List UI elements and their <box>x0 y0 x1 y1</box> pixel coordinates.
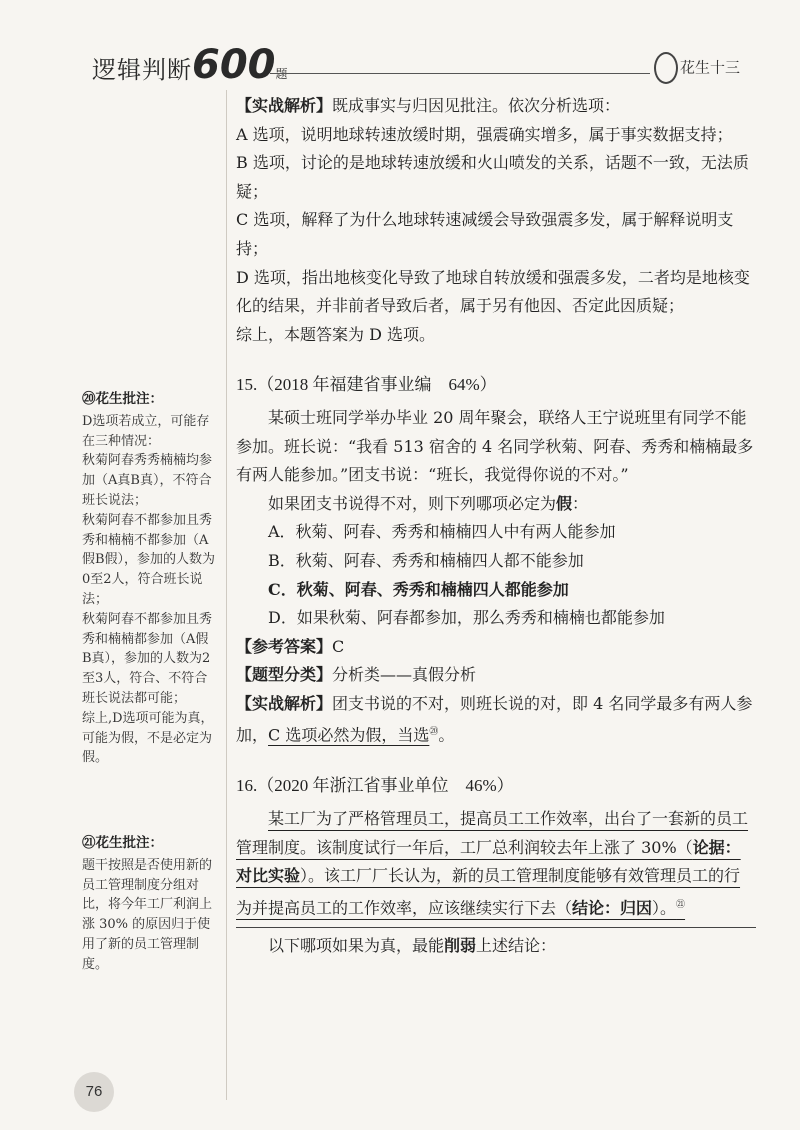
footnote-ref-20: ⑳ <box>429 727 439 738</box>
q15-option-b: B．秋菊、阿春、秀秀和楠楠四人都不能参加 <box>268 550 584 570</box>
q15-option-c: C．秋菊、阿春、秀秀和楠楠四人都能参加 <box>268 579 569 599</box>
sidenote-line: D选项若成立，可能存在三种情况： <box>82 413 210 449</box>
q15-analysis: 【实战解析】团支书说的不对，则班长说的对，即 4 名同学最多有两人参加，C 选项必然为假，当选⑳。 <box>236 693 753 745</box>
q15-stem: 某硕士班同学举办毕业 20 周年聚会，联络人王宁说班里有同学不能参加。班长说：“我看 513 宿舍的 4 名同学秋菊、阿春、秀秀和楠楠最多有两人能参加。”团支书说：“班长，我觉得你说的不对。” <box>236 407 754 485</box>
prev-analysis-line: C 选项，解释了为什么地球转速减缓会导致强震多发，属于解释说明支持； <box>236 210 734 258</box>
book-title: 逻辑判断600题 <box>92 42 289 88</box>
q16-passage <box>236 805 756 928</box>
main-column <box>236 92 756 960</box>
header-rule <box>270 73 650 74</box>
prev-analysis-line: A 选项，说明地球转速放缓时期，强震确实增多，属于事实数据支持； <box>236 124 733 144</box>
q15-option-d: D．如果秋菊、阿春都参加，那么秀秀和楠楠也都能参加 <box>268 608 665 628</box>
sidebar-divider <box>226 90 227 1100</box>
sidenote-line: 秋菊阿春秀秀楠楠均参加（A真B真），不符合班长说法； <box>82 453 213 508</box>
page-header <box>0 0 800 100</box>
prev-analysis-intro: 【实战解析】既成事实与归因见批注。依次分析选项： <box>236 96 621 115</box>
q15-type: 【题型分类】分析类——真假分析 <box>236 665 477 685</box>
page-number: 76 <box>74 1072 114 1112</box>
sidenote-21 <box>82 834 216 975</box>
q16-ask: 以下哪项如果为真，最能削弱上述结论： <box>268 935 557 955</box>
peanut-logo-icon <box>654 52 678 84</box>
prev-analysis-line: B 选项，讨论的是地球转速放缓和火山喷发的关系，话题不一致，无法质疑； <box>236 153 749 201</box>
footnote-ref-21: ㉑ <box>676 899 686 910</box>
sidenote-text: 题干按照是否使用新的员工管理制度分组对比，将今年工厂利润上涨 30% 的原因归于使用了新的员工管理制度。 <box>82 857 213 972</box>
series-logo: 花生十三 <box>654 52 740 84</box>
q15-answer: 【参考答案】C <box>236 636 345 656</box>
prev-analysis-line: D 选项，指出地核变化导致了地球自转放缓和强震多发，二者均是地核变化的结果，并非前者导致后者，属于另有他因、否定此因质疑； <box>236 267 750 316</box>
q16-stem: 某工厂为了严格管理员工，提高员工工作效率，出台了一套新的员工管理制度。该制度试行一年后，工厂总利润较去年上涨了 30%（论据：对比实验）。该工厂厂长认为，新的员工管理制度能够有效管理员工的行为并提高员工的工作效率，应该继续实行下去（结论：归因）。$^㉑$ <box>236 808 749 918</box>
sidenote-line: 秋菊阿春不都参加且秀秀和楠楠都参加（A假B真），参加的人数为2至3人，符合、不符合班长说法都可能； <box>82 611 213 706</box>
q15-title: 15.（2018 年福建省事业编 64%） <box>236 375 497 395</box>
q15-ask: 如果团支书说得不对，则下列哪项必定为假： <box>268 493 589 513</box>
prev-analysis-conclusion: 综上，本题答案为 D 选项。 <box>236 324 436 344</box>
sidenote-line: 综上,D选项可能为真，可能为假，不是必定为假。 <box>82 710 214 766</box>
q16-title: 16.（2020 年浙江省事业单位 46%） <box>236 776 514 796</box>
sidenote-20 <box>82 390 216 768</box>
sidenote-line: 秋菊阿春不都参加且秀秀和楠楠不都参加（A假B假），参加的人数为0至2人，符合班长说法； <box>82 512 216 607</box>
sidenote-title: ㉑花生批注： <box>82 835 163 851</box>
sidenote-title: ⑳花生批注： <box>82 391 163 407</box>
q15-option-a: A．秋菊、阿春、秀秀和楠楠四人中有两人能参加 <box>268 522 616 542</box>
